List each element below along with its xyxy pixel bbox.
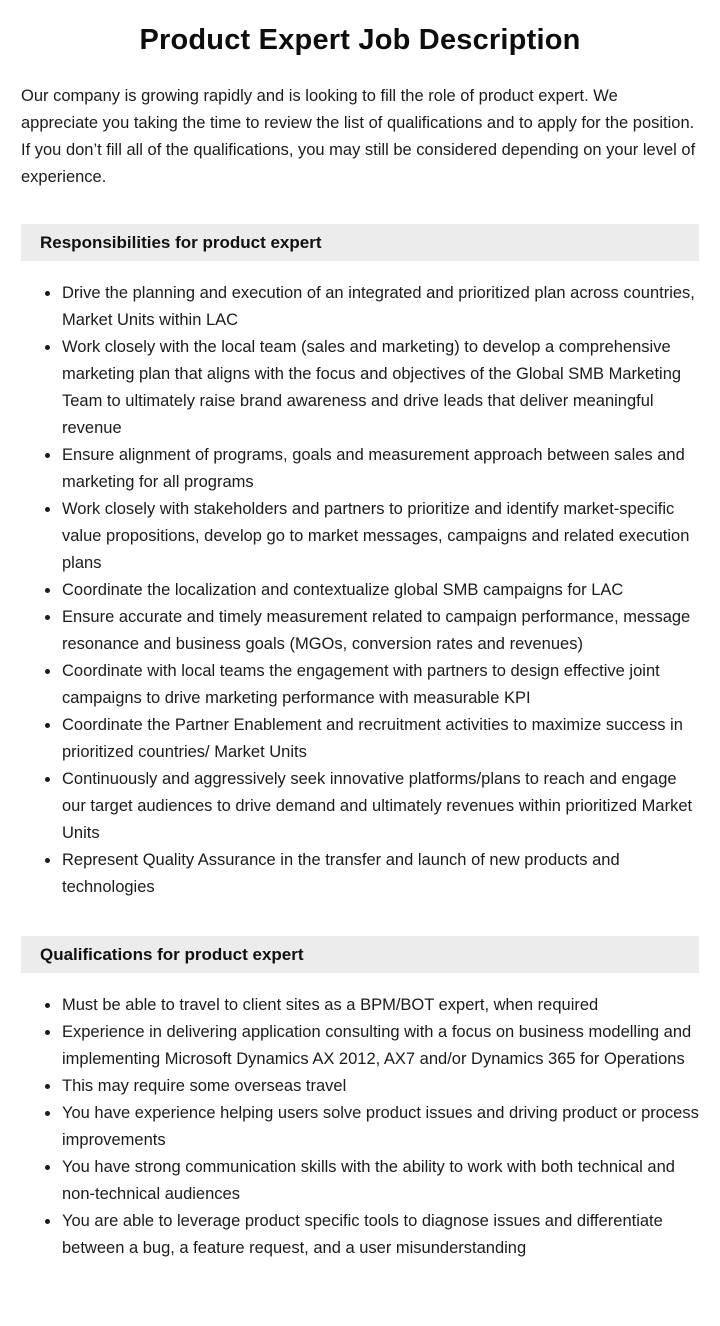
list-item: • Coordinate the Partner Enablement and recruitment activities to maximize success in prioritized countries/ Market Units	[61, 712, 699, 766]
list-item: • You are able to leverage product specific tools to diagnose issues and differentiate between a bug, a feature request, and a user misunderstanding	[61, 1208, 699, 1262]
list-item: • You have experience helping users solve product issues and driving product or process improvements	[61, 1100, 699, 1154]
list-item: • This may require some overseas travel	[61, 1073, 699, 1100]
list-item: • Work closely with stakeholders and partners to prioritize and identify market-specific value propositions, develop go to market messages, campaigns and related execution plans	[61, 496, 699, 577]
list-item: • Coordinate with local teams the engagement with partners to design effective joint campaigns to drive marketing performance with measurable KPI	[61, 658, 699, 712]
qualifications-section	[21, 936, 699, 1262]
responsibilities-list	[21, 280, 699, 901]
list-item: • Continuously and aggressively seek innovative platforms/plans to reach and engage our target audiences to drive demand and ultimately revenues within prioritized Market Units	[61, 766, 699, 847]
job-description-page	[0, 24, 720, 1302]
intro-paragraph: Our company is growing rapidly and is looking to fill the role of product expert. We appreciate you taking the time to review the list of qualifications and to apply for the position. If you don’t fill all of the qualifications, you may still be considered depending on your level of experience.	[21, 87, 696, 186]
qualifications-list	[21, 992, 699, 1262]
list-item: • Experience in delivering application consulting with a focus on business modelling and implementing Microsoft Dynamics AX 2012, AX7 and/or Dynamics 365 for Operations	[61, 1019, 699, 1073]
list-item: • Coordinate the localization and contextualize global SMB campaigns for LAC	[61, 577, 699, 604]
list-item: • You have strong communication skills with the ability to work with both technical and non-technical audiences	[61, 1154, 699, 1208]
list-item: • Must be able to travel to client sites as a BPM/BOT expert, when required	[61, 992, 699, 1019]
list-item: • Represent Quality Assurance in the transfer and launch of new products and technologies	[61, 847, 699, 901]
page-title: Product Expert Job Description	[139, 24, 581, 56]
list-item: • Ensure accurate and timely measurement related to campaign performance, message resonance and business goals (MGOs, conversion rates and revenues)	[61, 604, 699, 658]
responsibilities-section	[21, 224, 699, 901]
list-item: • Drive the planning and execution of an integrated and prioritized plan across countries, Market Units within LAC	[61, 280, 699, 334]
responsibilities-heading: Responsibilities for product expert	[21, 224, 699, 261]
qualifications-heading: Qualifications for product expert	[21, 936, 699, 973]
list-item: • Work closely with the local team (sales and marketing) to develop a comprehensive marketing plan that aligns with the focus and objectives of the Global SMB Marketing Team to ultimately raise brand awareness and drive leads that deliver meaningful revenue	[61, 334, 699, 442]
list-item: • Ensure alignment of programs, goals and measurement approach between sales and marketing for all programs	[61, 442, 699, 496]
